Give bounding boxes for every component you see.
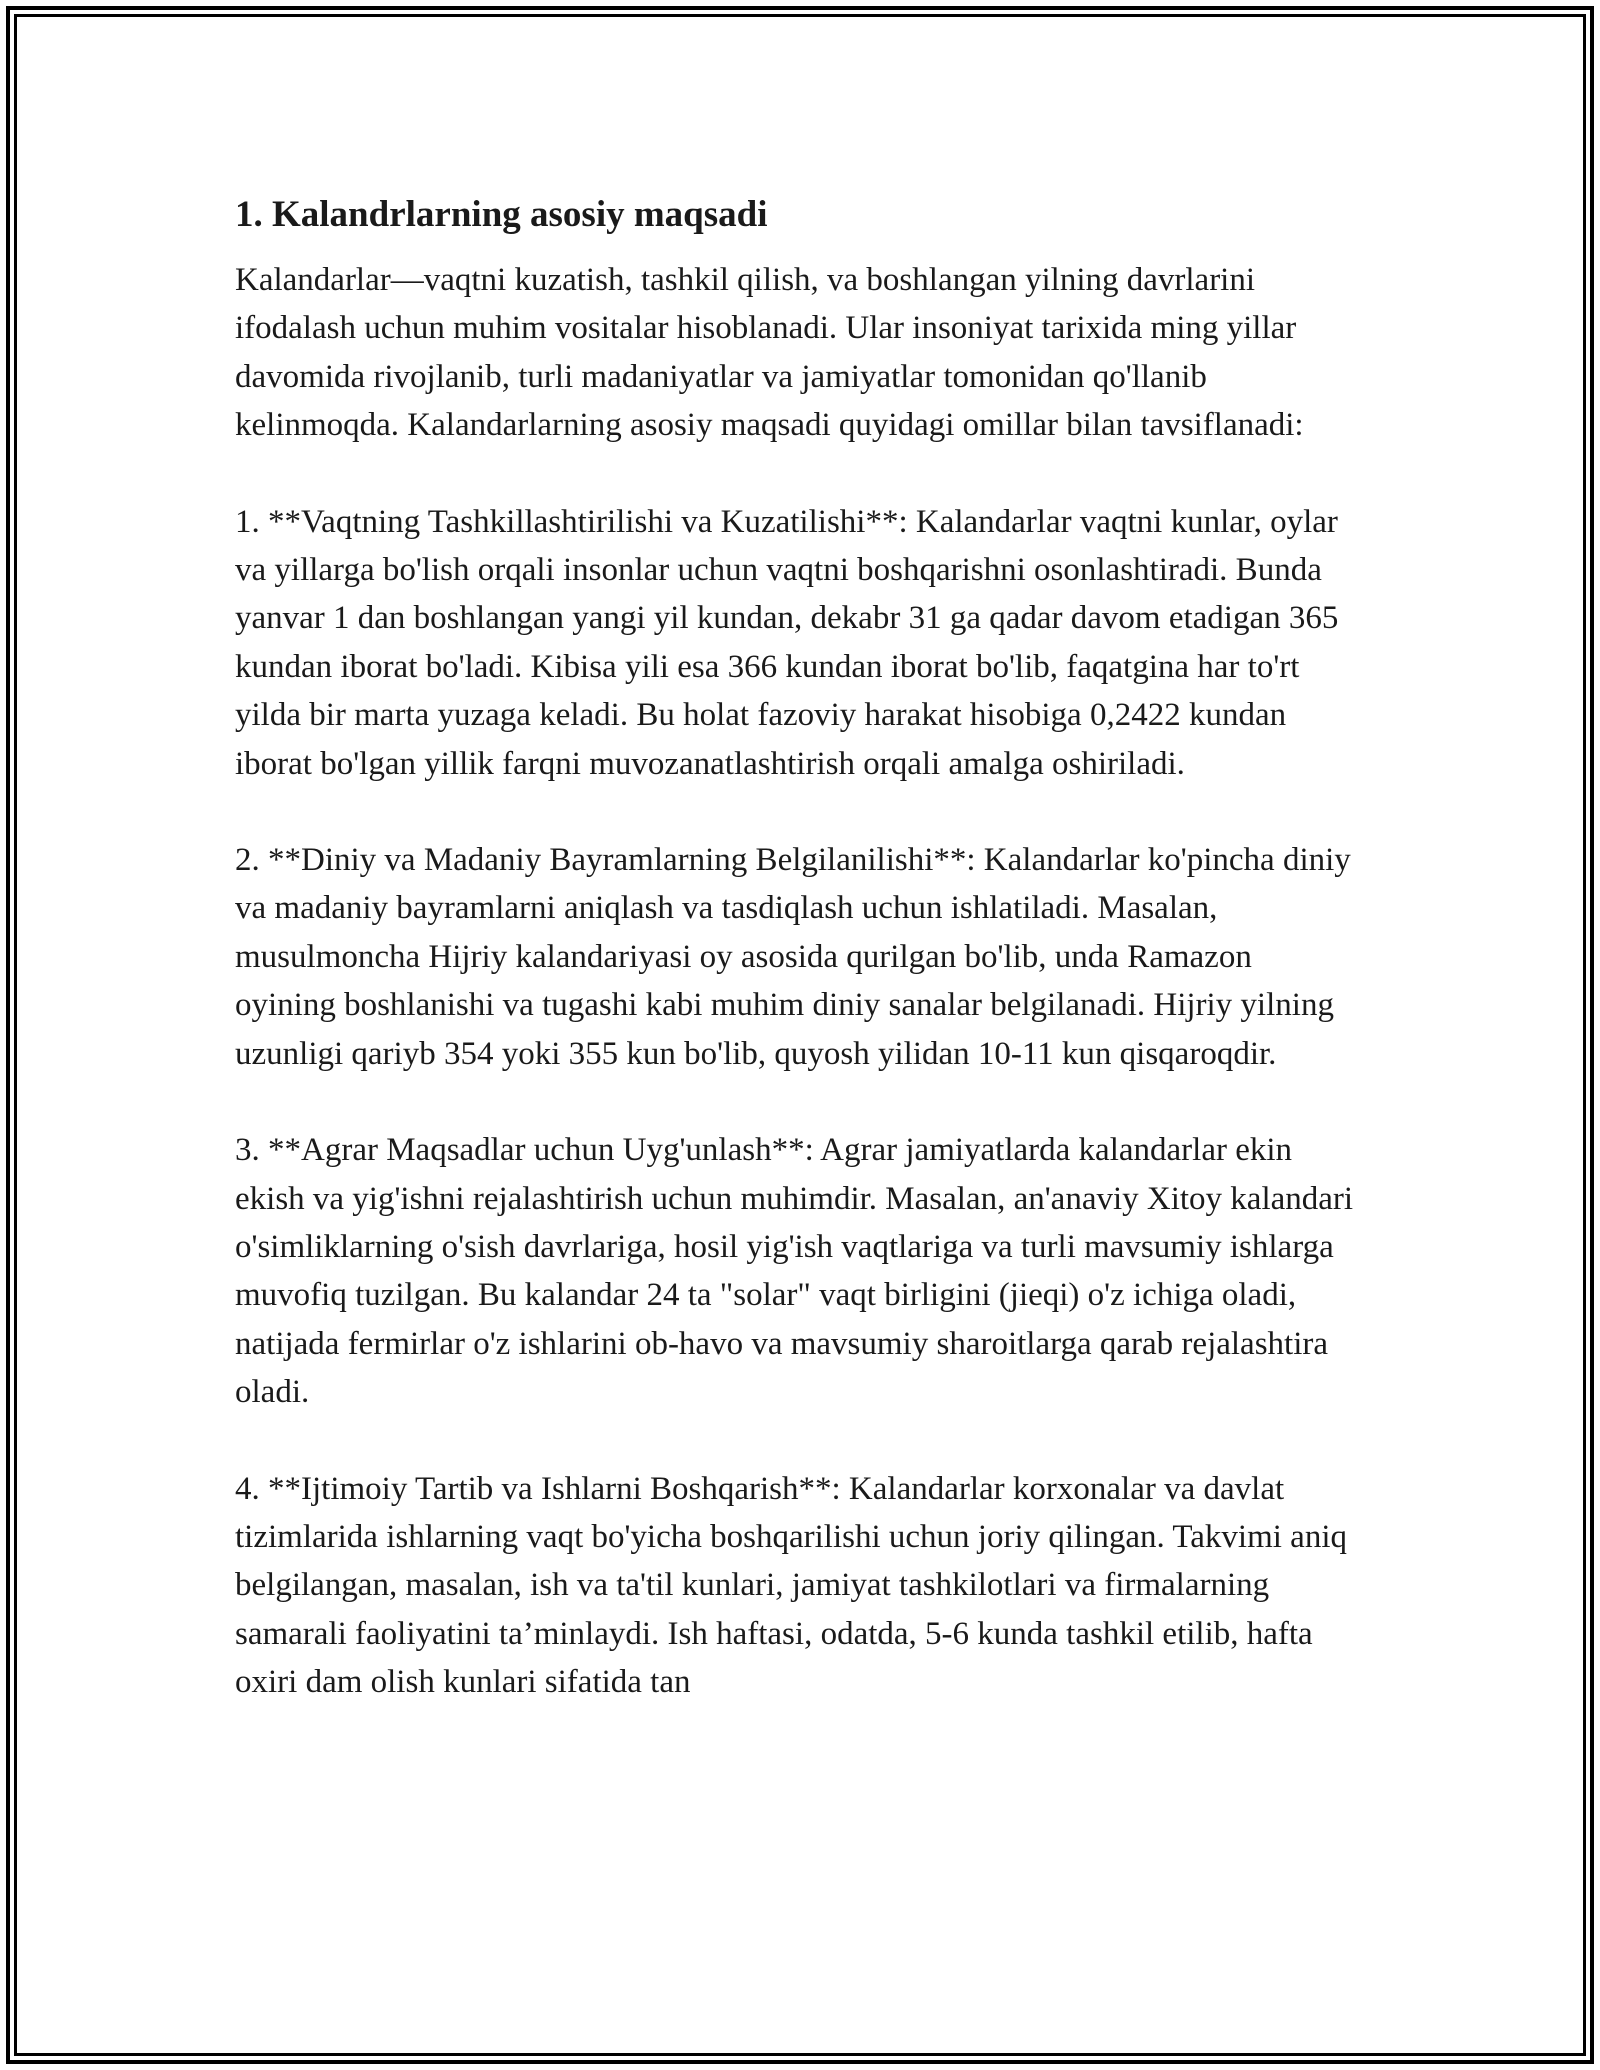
intro-paragraph: Kalandarlar—vaqtni kuzatish, tashkil qilish, va boshlangan yilning davrlarini ifodalash uchun muhim vositalar hisoblanadi. Ular insoniyat tarixida ming yillar davomida rivojlanib, turli madaniyatlar va jamiyatlar tomonidan qo'llanib kelinmoqda. Kalandarlarning asosiy maqsadi quyidagi omillar bilan tavsiflanadi: [235, 262, 1304, 444]
point-1-paragraph: 1. **Vaqtning Tashkillashtirilishi va Kuzatilishi**: Kalandarlar vaqtni kunlar, oylar va yillarga bo'lish orqali insonlar uchun vaqtni boshqarishni osonlashtiradi. Bunda yanvar 1 dan boshlangan yangi yil kundan, dekabr 31 ga qadar davom etadigan 365 kundan iborat bo'ladi. Kibisa yili esa 366 kundan iborat bo'lib, faqatgina har to'rt yilda bir marta yuzaga keladi. Bu holat fazoviy harakat hisobiga 0,2422 kundan iborat bo'lgan yillik farqni muvozanatlashtirish orqali amalga oshiriladi. [235, 503, 1339, 782]
section-heading: 1. Kalandrlarning asosiy maqsadi [235, 194, 768, 235]
point-2-paragraph: 2. **Diniy va Madaniy Bayramlarning Belgilanilishi**: Kalandarlar ko'pincha diniy va madaniy bayramlarni aniqlash va tasdiqlash uchun ishlatiladi. Masalan, musulmoncha Hijriy kalandariyasi oy asosida qurilgan bo'lib, unda Ramazon oyining boshlanishi va tugashi kabi muhim diniy sanalar belgilanadi. Hijriy yilning uzunligi qariyb 354 yoki 355 kun bo'lib, quyosh yilidan 10-11 kun qisqaroqdir. [235, 842, 1351, 1072]
document-page [235, 188, 1355, 1755]
point-4-paragraph: 4. **Ijtimoiy Tartib va Ishlarni Boshqarish**: Kalandarlar korxonalar va davlat tizimlarida ishlarning vaqt bo'yicha boshqarilishi uchun joriy qilingan. Takvimi aniq belgilangan, masalan, ish va ta'til kunlari, jamiyat tashkilotlari va firmalarning samarali faoliyatini ta’minlaydi. Ish haftasi, odatda, 5-6 kunda tashkil etilib, hafta oxiri dam olish kunlari sifatida tan [235, 1470, 1347, 1701]
point-3-paragraph: 3. **Agrar Maqsadlar uchun Uyg'unlash**: Agrar jamiyatlarda kalandarlar ekin ekish va yig'ishni rejalashtirish uchun muhimdir. Masalan, an'anaviy Xitoy kalandari o'simliklarning o'sish davrlariga, hosil yig'ish vaqtlariga va turli mavsumiy ishlarga muvofiq tuzilgan. Bu kalandar 24 ta "solar" vaqt birligini (jieqi) o'z ichiga oladi, natijada fermirlar o'z ishlarini ob-havo va mavsumiy sharoitlarga qarab rejalashtira oladi. [235, 1132, 1354, 1411]
